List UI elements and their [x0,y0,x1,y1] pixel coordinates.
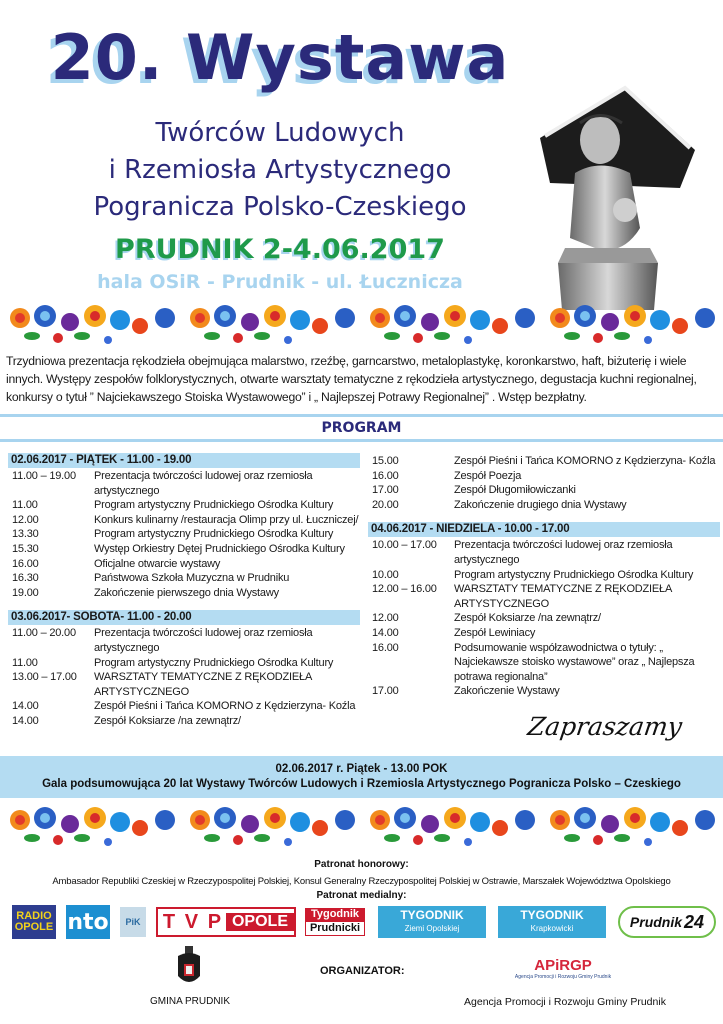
program-desc: Podsumowanie współzawodnictwa o tytuły: „ Najciekawsze stoisko wystawowe” oraz „ Najlepsza potrawa regionalna” [454,641,695,683]
city-date: PRUDNIK 2-4.06.2017 [115,234,445,265]
tygodnik-kr-sub: Krapkowicki [530,924,574,933]
program-desc: Oficjalne otwarcie wystawy [94,557,221,570]
program-time: 12.00 – 16.00 [372,583,437,596]
program-row [368,538,720,567]
program-desc: Konkurs kulinarny /restauracja Olimp przy ul. Łuczniczej/ [94,513,359,526]
program-time: 11.00 [12,499,38,512]
program-desc: Program artystyczny Prudnickiego Ośrodka Kultury [454,568,694,581]
prudnik24-text: Prudnik [629,914,683,930]
program-time: 11.00 [12,656,38,669]
program-desc: Występ Orkiestry Dętej Prudnickiego Ośrodka Kultury [94,542,345,555]
program-row [8,557,360,572]
program-row [368,611,720,626]
program-time: 16.30 [12,572,39,585]
intro-paragraph: Trzydniowa prezentacja rękodzieła obejmująca malarstwo, rzeźbę, garncarstwo, metaloplastykę, koronkarstwo, haft, biżuterię i wiele innych. Występy zespołów folklorystycznych, otwarte warsztaty tematyczne z rękodzieła artystycznego, degustacja kuchni regionalnej, konkursy o tytuł ” Najciekawszego Stoiska Wystawowego” i „ Najlepszej Potrawy Regionalnej” . Wstęp bezpłatny. [6,354,697,404]
program-row [8,626,360,655]
program-time: 14.00 [12,700,39,713]
program-time: 13.00 – 17.00 [12,671,77,684]
tvp-opole-text: OPOLE [226,913,294,931]
program-desc: Zakończenie pierwszego dnia Wystawy [94,586,279,599]
program-row [368,498,720,513]
program-desc: Zespół Lewiniacy [454,626,536,639]
program-desc: WARSZTATY TEMATYCZNE Z RĘKODZIEŁA ARTYSTYCZNEGO [454,583,672,610]
program-desc: Prezentacja twórczości ludowej oraz rzemiosła artystycznego [454,539,673,566]
program-desc: Zespół Poezja [454,469,522,482]
program-row [368,626,720,641]
program-desc: Zakończenie Wystawy [454,685,560,698]
radio-opole-text-1: RADIO [16,910,52,922]
program-row [368,568,720,583]
program-time: 15.00 [372,455,399,467]
program-row [8,542,360,557]
gala-date: 02.06.2017 r. Piątek - 13.00 POK [275,763,448,775]
program-row [368,684,720,699]
program-desc: Zespół Pieśni i Tańca KOMORNO z Kędzierzyna- Koźla [94,700,356,713]
gala-band [0,756,723,798]
program-desc: Zespół Długomiłowiczanki [454,484,576,497]
radio-opole-text-2: OPOLE [14,921,54,933]
agencja-label: Agencja Promocji i Rozwoju Gminy Prudnik [464,996,666,1008]
pik-logo: PiK [120,907,146,937]
program-time: 14.00 [372,626,399,639]
program-row [8,513,360,528]
program-time: 20.00 [372,498,399,511]
program-time: 15.30 [12,542,39,555]
program-row [8,498,360,513]
day-header-friday: 02.06.2017 - PIĄTEK - 11.00 - 19.00 [8,453,360,468]
program-row [8,670,360,699]
program-row [8,714,360,729]
program-time: 16.00 [372,641,399,654]
radio-opole-logo [12,905,56,939]
program-row [368,641,720,685]
prudnik24-number: 24 [684,911,705,932]
program-desc: Zespół Koksiarze /na zewnątrz/ [454,612,601,625]
apirgp-logo-tagline: Agencja Promocji i Rozwoju Gminy Prudnik [514,973,612,980]
program-row [8,527,360,542]
program-desc: Państwowa Szkoła Muzyczna w Prudniku [94,572,290,585]
apirgp-logo [508,950,618,986]
program-row [8,586,360,601]
tygodnik-prudnicki-top: Tygodnik [305,908,365,921]
program-desc: Zespół Koksiarze /na zewnątrz/ [94,714,241,727]
venue: hala OSiR - Prudnik - ul. Łucznicza [97,271,463,293]
program-row [368,469,720,484]
honorary-patronage-heading: Patronat honorowy: [314,859,409,870]
program-desc: Prezentacja twórczości ludowej oraz rzemiosła artystycznego [94,470,313,497]
tygodnik-zo-title: TYGODNIK [400,908,464,922]
program-time: 14.00 [12,714,39,727]
tygodnik-prudnicki-logo [305,906,365,938]
program-desc: Zespół Pieśni i Tańca KOMORNO z Kędzierzyna- Koźla [454,455,716,467]
honorary-patronage-list: Ambasador Republiki Czeskiej w Rzeczypospolitej Polskiej, Konsul Generalny Rzeczypospolitej Polskiej w Ostrawie, Marszałek Województwa Opolskiego [52,876,671,887]
program-row [368,483,720,498]
folk-floral-border-bottom [0,798,723,856]
tvp-letters [158,911,226,934]
program-time: 10.00 [372,568,399,581]
program-desc: Prezentacja twórczości ludowej oraz rzemiosła artystycznego [94,627,313,654]
program-time: 17.00 [372,484,399,497]
sculpture-image [530,78,705,310]
program-time: 11.00 – 20.00 [12,627,76,640]
gmina-prudnik-crest-icon [176,946,202,988]
program-desc: Program artystyczny Prudnickiego Ośrodka Kultury [94,656,334,669]
day-header-saturday: 03.06.2017- SOBOTA- 11.00 - 20.00 [8,610,360,625]
prudnik24-logo [618,906,716,938]
program-time: 12.00 [12,513,39,526]
organizer-heading: ORGANIZATOR: [320,965,405,977]
tygodnik-prudnicki-bottom: Prudnicki [305,921,365,936]
subtitle-line-2: i Rzemiosła Artystycznego [108,155,452,185]
program-time: 12.00 [372,612,399,625]
tygodnik-ziemi-opolskiej-logo [378,906,486,938]
invite-signature: Zapraszamy [525,712,684,741]
program-row [368,582,720,611]
program-row [8,571,360,586]
program-row [8,699,360,714]
folk-floral-border [0,296,723,354]
program-column-left [8,453,360,729]
program-column-right [368,454,720,699]
program-time: 13.30 [12,528,39,541]
tvp-t: T [162,910,176,933]
subtitle-line-3: Pogranicza Polsko-Czeskiego [93,192,467,222]
program-desc: Program artystyczny Prudnickiego Ośrodka Kultury [94,499,334,512]
program-heading: PROGRAM [0,414,723,442]
tvp-p: P [207,910,222,933]
program-time: 16.00 [12,557,39,570]
program-time: 10.00 – 17.00 [372,539,437,552]
tvp-v: V [184,910,199,933]
program-time: 16.00 [372,469,399,482]
tygodnik-zo-sub: Ziemi Opolskiej [404,924,460,933]
gmina-prudnik-label: GMINA PRUDNIK [149,996,230,1007]
day-header-sunday: 04.06.2017 - NIEDZIELA - 10.00 - 17.00 [368,522,720,537]
nto-logo: nto [66,905,110,939]
program-row [8,656,360,671]
program-row [8,469,360,498]
subtitle-line-1: Twórców Ludowych [155,118,405,148]
program-time: 19.00 [12,586,39,599]
gala-description: Gala podsumowująca 20 lat Wystawy Twórców Ludowych i Rzemiosla Artystycznego Pogranicza Polsko – Czeskiego [42,778,681,790]
poster-title: 20. Wystawa [50,21,510,94]
media-patronage-heading: Patronat medialny: [316,890,407,901]
tygodnik-kr-title: TYGODNIK [520,908,584,922]
program-desc: Program artystyczny Prudnickiego Ośrodka Kultury [94,528,334,541]
program-desc: WARSZTATY TEMATYCZNE Z RĘKODZIEŁA ARTYSTYCZNEGO [94,671,312,698]
tvp-opole-logo [156,907,296,937]
apirgp-logo-text: APiRGP [534,956,592,974]
program-time: 17.00 [372,685,399,698]
tygodnik-krapkowicki-logo [498,906,606,938]
program-time: 11.00 – 19.00 [12,470,76,482]
program-row [368,454,720,469]
program-desc: Zakończenie drugiego dnia Wystawy [454,498,627,511]
